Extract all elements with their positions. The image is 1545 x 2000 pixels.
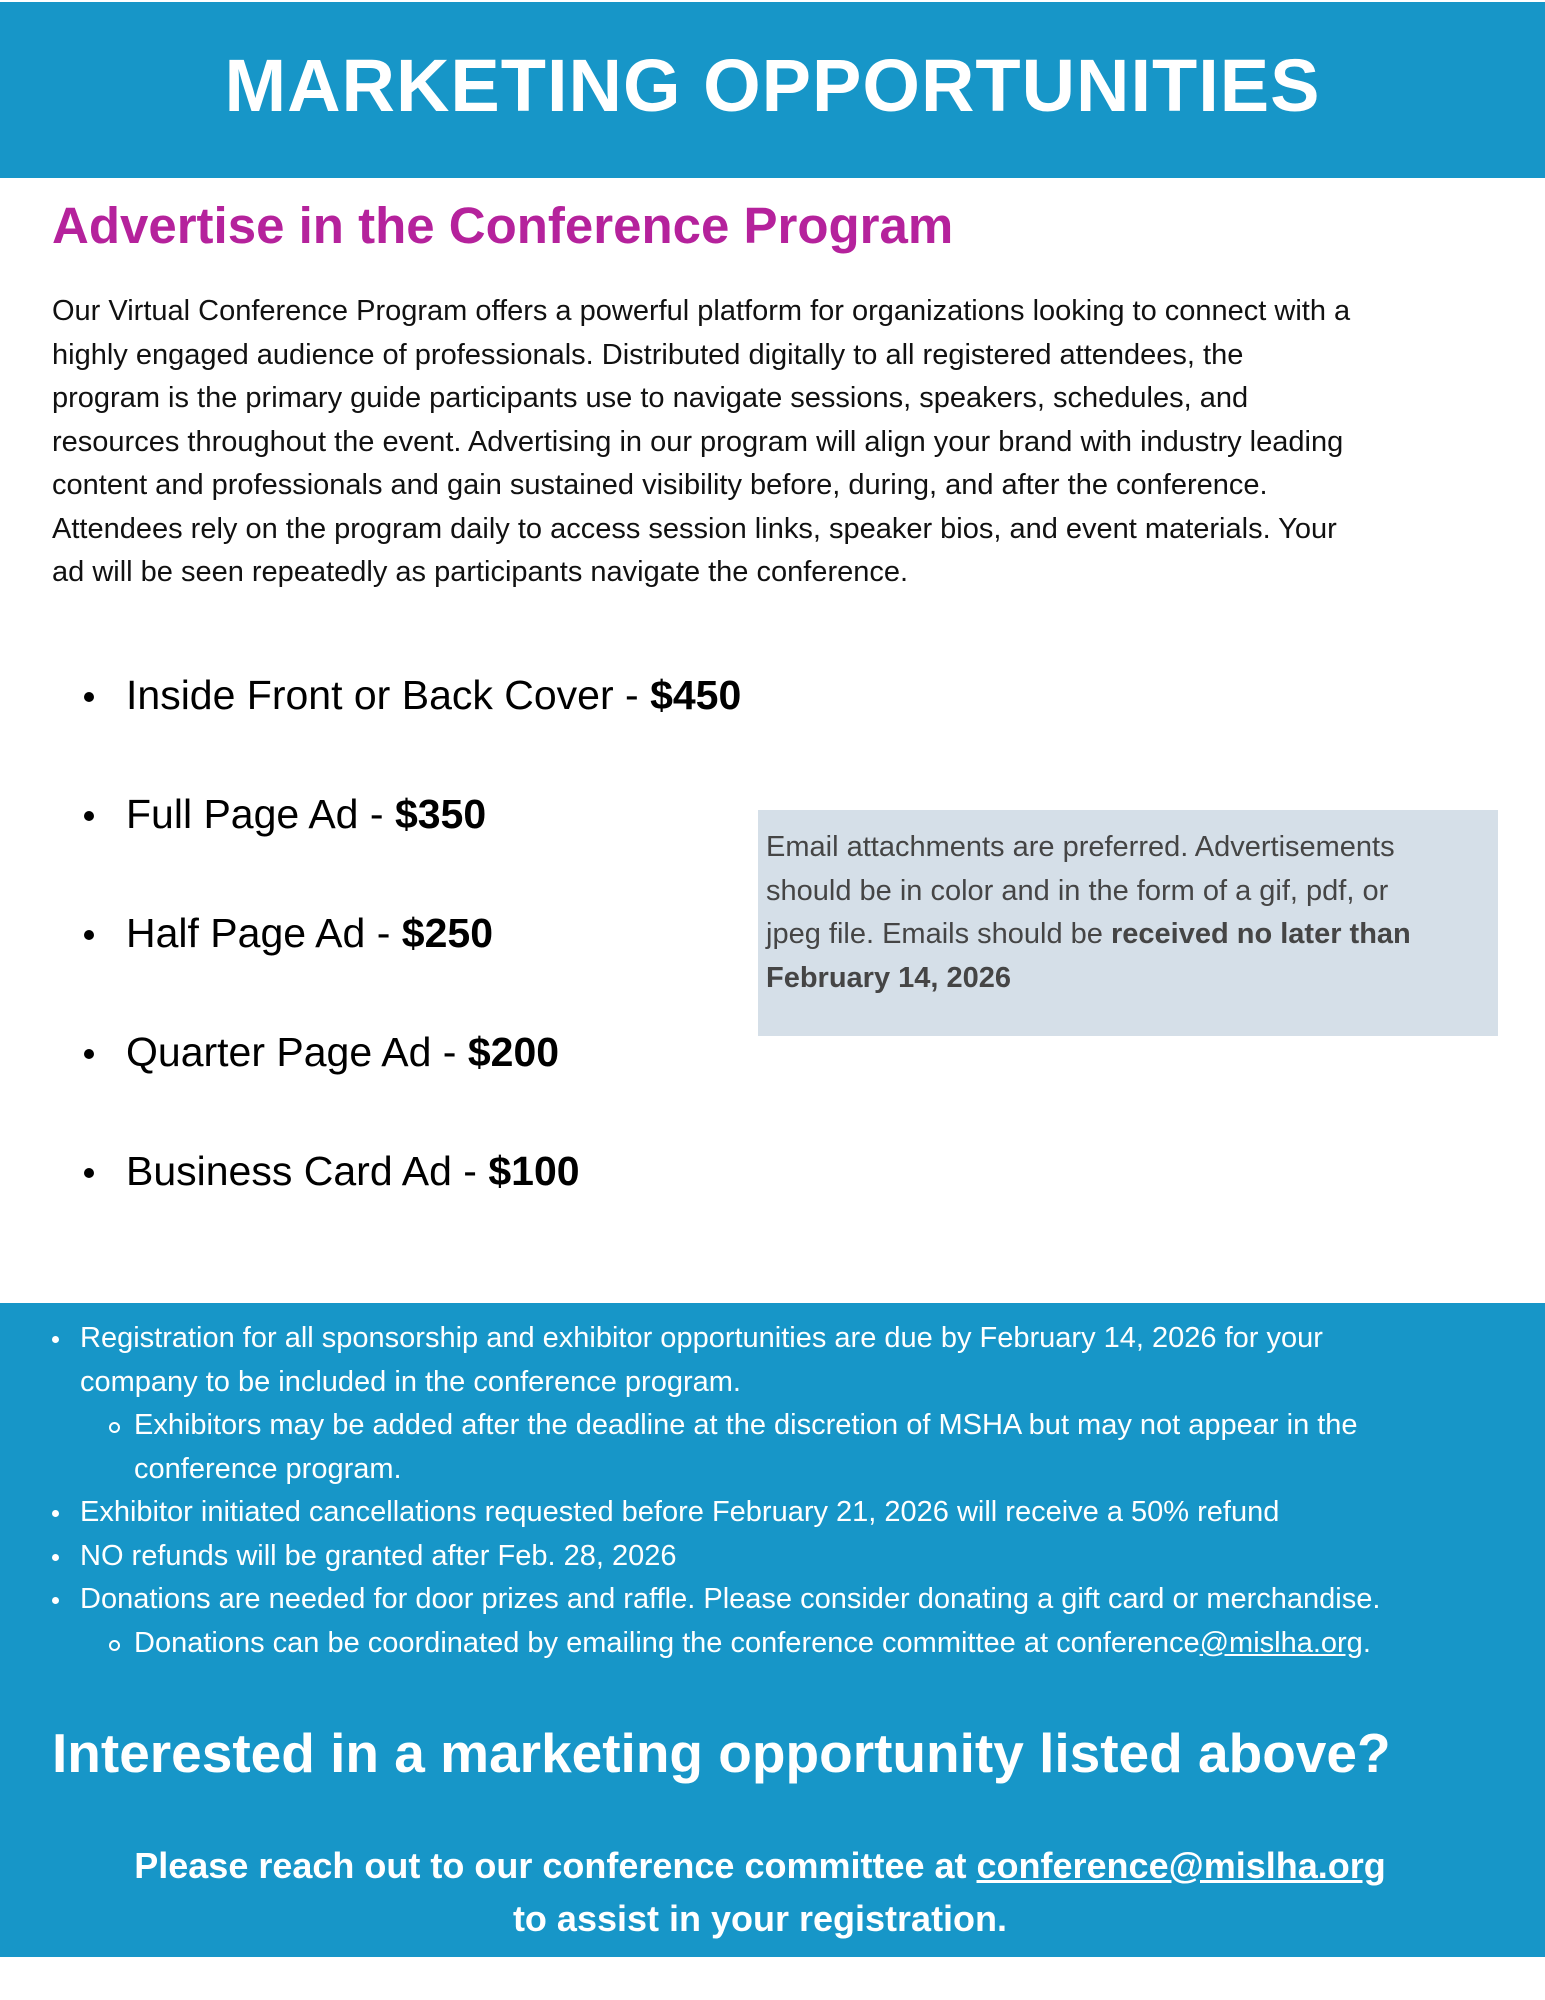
pricing-amount: $450 xyxy=(650,672,742,718)
submission-note xyxy=(758,810,1498,1036)
intro-line: program is the primary guide participants use to navigate sessions, speakers, schedules, and xyxy=(52,382,1249,414)
policy-late-exhibitors xyxy=(52,1404,1532,1491)
cta-heading: Interested in a marketing opportunity listed above? xyxy=(52,1722,1391,1784)
contact-email-link[interactable]: conference@mislha.org xyxy=(976,1845,1386,1886)
note-line: Email attachments are preferred. Advertisements xyxy=(766,831,1395,863)
cta-text xyxy=(0,1839,1520,1945)
bullet-icon xyxy=(84,1168,94,1178)
policy-text-prefix: Donations can be coordinated by emailing the conference committee at conference xyxy=(134,1626,1200,1659)
policy-no-refunds xyxy=(52,1535,1532,1579)
bullet-icon xyxy=(52,1597,59,1604)
intro-line: Our Virtual Conference Program offers a powerful platform for organizations looking to connect with a xyxy=(52,295,1351,327)
pricing-amount: $350 xyxy=(394,791,487,837)
intro-line: ad will be seen repeatedly as participants navigate the conference. xyxy=(52,556,909,588)
policy-text: Exhibitor initiated cancellations requested before February 21, 2026 will receive a 50% refund xyxy=(80,1496,1280,1528)
pricing-label: Quarter Page Ad - xyxy=(126,1029,468,1075)
pricing-amount: $250 xyxy=(401,910,493,956)
bullet-icon xyxy=(52,1336,59,1343)
cta-prefix: Please reach out to our conference committee at xyxy=(134,1845,977,1886)
policy-cancellation xyxy=(52,1491,1532,1535)
bullet-icon xyxy=(84,692,94,702)
cta-line xyxy=(0,1839,1520,1892)
pricing-item-half-page xyxy=(80,910,741,1029)
policy-text: conference program. xyxy=(134,1452,402,1485)
intro-line: resources throughout the event. Advertising in our program will align your brand with industry leading xyxy=(52,425,1344,458)
policy-text: Registration for all sponsorship and exhibitor opportunities are due by February 14, 2026 for your xyxy=(80,1322,1323,1354)
page-title: MARKETING OPPORTUNITIES xyxy=(224,43,1321,127)
bullet-icon xyxy=(52,1554,59,1561)
policy-text xyxy=(134,1622,1532,1666)
policy-text: Donations are needed for door prizes and raffle. Please consider donating a gift card or merchandise. xyxy=(80,1583,1381,1615)
sub-bullet-icon xyxy=(109,1422,120,1433)
cta-line: to assist in your registration. xyxy=(512,1898,1008,1939)
pricing-label: Business Card Ad - xyxy=(126,1148,489,1194)
pricing-item-full-page xyxy=(80,791,741,910)
pricing-item-cover xyxy=(80,672,741,791)
pricing-label: Inside Front or Back Cover - xyxy=(126,672,651,718)
policy-donations xyxy=(52,1578,1532,1622)
pricing-label: Half Page Ad - xyxy=(126,910,402,956)
policy-donations-contact xyxy=(52,1622,1532,1666)
policy-registration-deadline xyxy=(52,1317,1532,1404)
bullet-icon xyxy=(84,930,94,940)
sub-bullet-icon xyxy=(109,1640,120,1651)
pricing-amount: $200 xyxy=(467,1029,560,1075)
pricing-label: Full Page Ad - xyxy=(126,791,395,837)
intro-paragraph xyxy=(52,290,1492,595)
note-line: should be in color and in the form of a gif, pdf, or xyxy=(766,874,1389,907)
pricing-item-business-card xyxy=(80,1148,741,1267)
bullet-icon xyxy=(84,811,94,821)
note-text: jpeg file. Emails should be xyxy=(766,918,1111,950)
bullet-icon xyxy=(84,1049,94,1059)
note-deadline-text: received no later than xyxy=(1110,918,1411,950)
bullet-icon xyxy=(52,1510,59,1517)
section-title: Advertise in the Conference Program xyxy=(52,197,954,254)
note-deadline-date: February 14, 2026 xyxy=(766,961,1012,994)
policy-text: Exhibitors may be added after the deadline at the discretion of MSHA but may not appear in the xyxy=(134,1409,1358,1441)
pricing-item-quarter-page xyxy=(80,1029,741,1148)
policy-text: company to be included in the conference program. xyxy=(80,1365,741,1398)
header-banner xyxy=(0,2,1545,178)
policies-section xyxy=(0,1303,1545,1957)
note-line xyxy=(766,913,1488,957)
donation-email-link[interactable]: @mislha.org xyxy=(1199,1626,1363,1659)
intro-line: content and professionals and gain sustained visibility before, during, and after the conference. xyxy=(52,469,1268,501)
policy-list xyxy=(52,1317,1532,1665)
intro-line: Attendees rely on the program daily to access session links, speaker bios, and event materials. Your xyxy=(52,512,1337,545)
policy-text: NO refunds will be granted after Feb. 28, 2026 xyxy=(80,1539,677,1572)
pricing-amount: $100 xyxy=(488,1148,580,1194)
policy-text-suffix: . xyxy=(1362,1626,1371,1659)
pricing-list xyxy=(80,672,741,1267)
intro-line: highly engaged audience of professionals. Distributed digitally to all registered attendees, the xyxy=(52,338,1244,371)
